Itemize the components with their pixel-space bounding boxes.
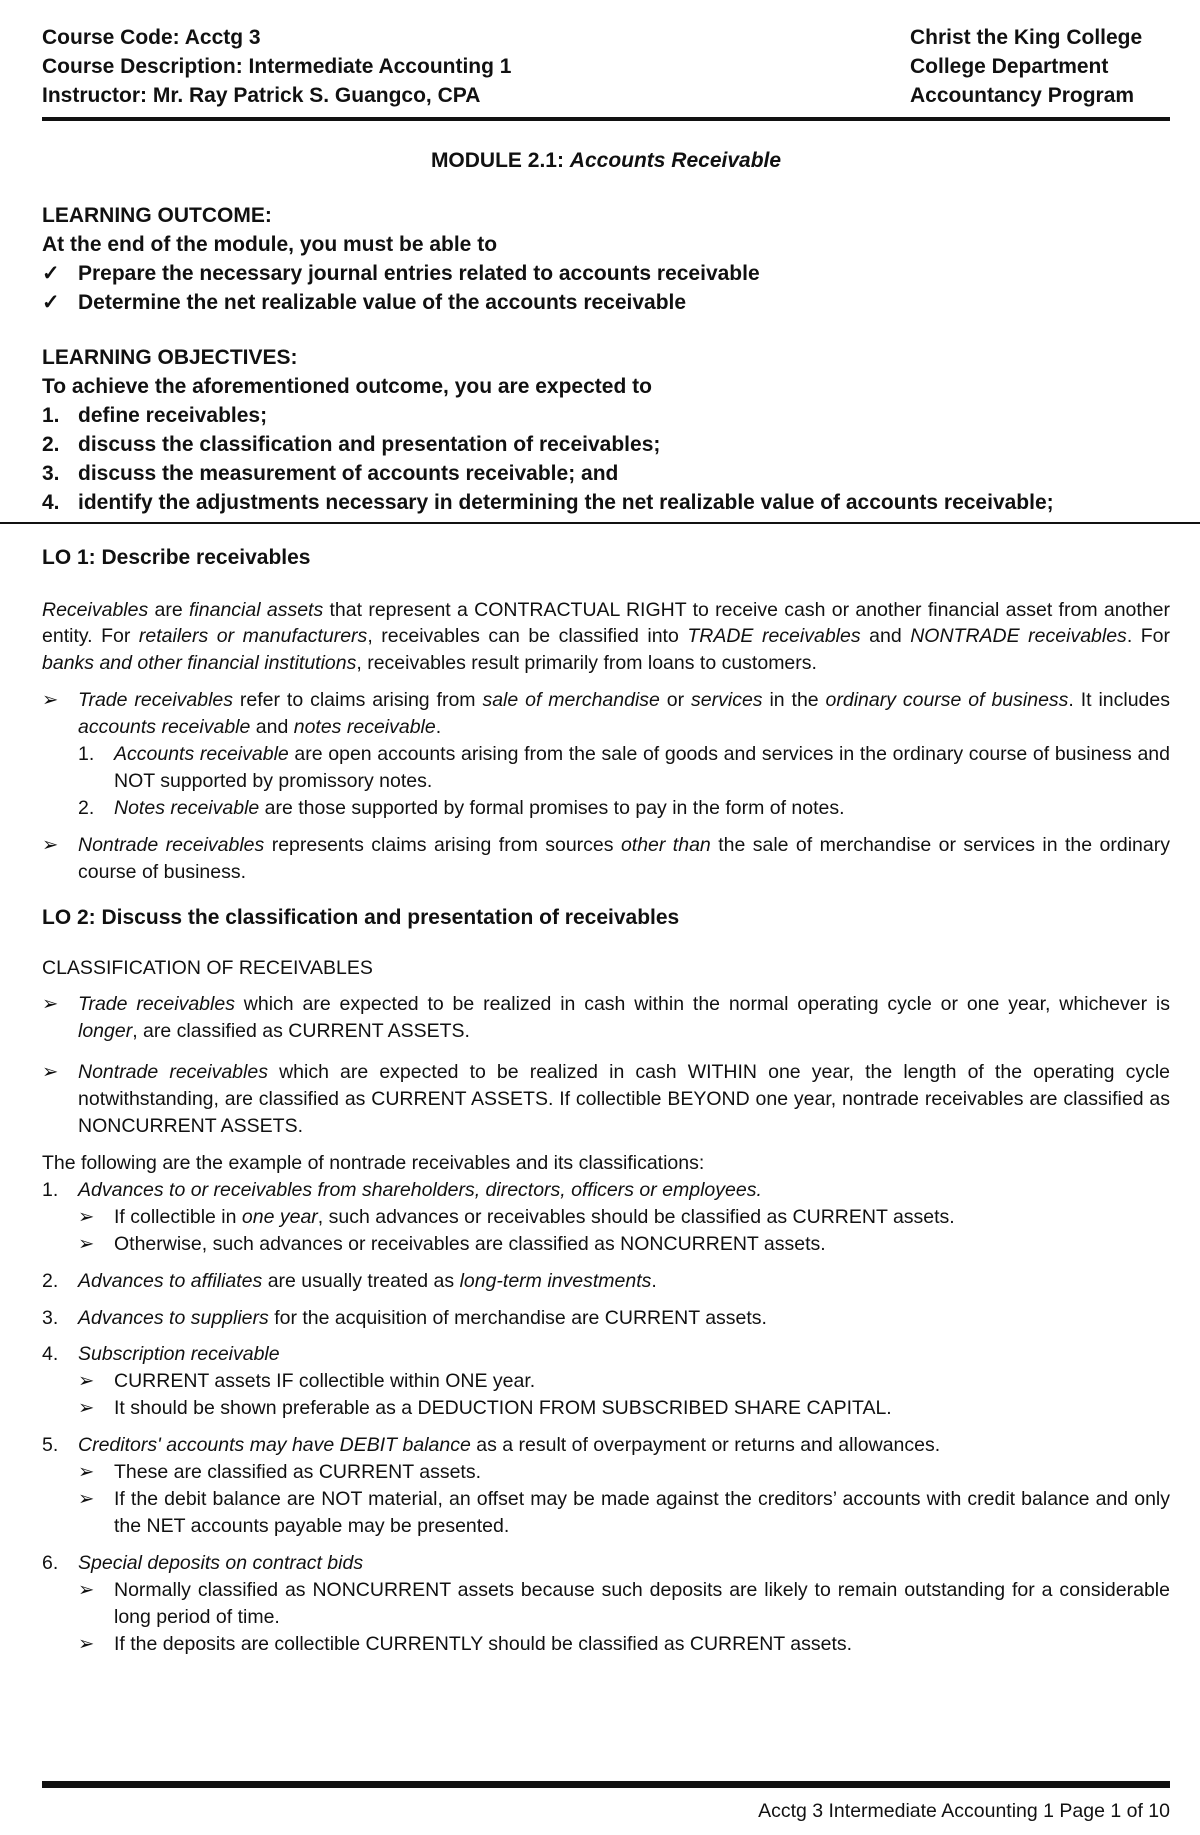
sub-number: 2.	[78, 796, 95, 819]
arrow-bullet-icon: ➢	[78, 1397, 95, 1420]
text-run: , receivables result primarily from loans to customers.	[356, 652, 817, 675]
example-text: Special deposits on contract bids	[78, 1551, 364, 1574]
text-run: , such advances or receivables should be classified as CURRENT assets.	[317, 1205, 955, 1228]
classification-heading: CLASSIFICATION OF RECEIVABLES	[42, 956, 373, 979]
term-trade-receivables: TRADE receivables	[687, 625, 861, 648]
document-page	[42, 24, 1170, 1657]
text-run: are those supported by formal promises to pay in the form of notes.	[259, 796, 845, 819]
learning-outcome-heading: LEARNING OUTCOME:	[42, 203, 272, 227]
text-run: .	[435, 716, 442, 739]
course-description: Course Description: Intermediate Accounting 1	[42, 54, 512, 78]
header-divider	[42, 117, 1170, 121]
bullet-text	[78, 1059, 1170, 1140]
objective-text: identify the adjustments necessary in determining the net realizable value of accounts receivable;	[78, 490, 1054, 514]
text-run: Trade receivables	[78, 689, 234, 712]
instructor: Instructor: Mr. Ray Patrick S. Guangco, CPA	[42, 83, 481, 107]
text-run: Advances to affiliates	[78, 1269, 263, 1292]
arrow-bullet-icon: ➢	[78, 1461, 95, 1484]
text-run: other than	[620, 833, 711, 856]
check-icon: ✓	[42, 261, 60, 285]
arrow-bullet-icon: ➢	[78, 1487, 95, 1510]
text-run: are open accounts arising from the sale of goods and services in the ordinary course of business and NOT supported by promissory notes.	[114, 743, 1170, 792]
sub-number: 1.	[78, 743, 95, 766]
outcome-item	[42, 260, 1170, 289]
term-nontrade-receivables: NONTRADE receivables	[910, 625, 1127, 648]
program-name: Accountancy Program	[910, 83, 1135, 107]
module-title	[42, 147, 1170, 176]
example-item-advances-shareholders	[42, 1177, 1170, 1204]
text-run: refer to claims arising from	[233, 689, 483, 712]
learning-objectives-intro: To achieve the aforementioned outcome, you are expected to	[42, 374, 652, 398]
example-sub-bullet	[78, 1395, 1170, 1422]
header-right	[910, 24, 1170, 111]
objective-item	[42, 460, 1170, 489]
text-run: represents claims arising from sources	[264, 833, 621, 856]
sub-bullet-text: CURRENT assets IF collectible within ONE year.	[114, 1370, 536, 1393]
sub-bullet-text: Normally classified as NONCURRENT assets because such deposits are likely to remain outstanding for a considerable long period of time.	[114, 1578, 1170, 1628]
department-name: College Department	[910, 54, 1109, 78]
bullet-nontrade-receivables	[42, 832, 1170, 886]
text-run: and	[860, 625, 911, 648]
objective-number: 2.	[42, 432, 60, 456]
header-left	[42, 24, 511, 111]
text-run: are usually treated as	[262, 1269, 460, 1292]
module-title-prefix: MODULE 2.1:	[430, 148, 570, 172]
term-retailers: retailers or manufacturers	[138, 625, 368, 648]
bullet-text	[78, 687, 1170, 741]
example-sub-bullet	[78, 1459, 1170, 1486]
bullet-trade-classification	[42, 991, 1170, 1045]
outcome-item	[42, 289, 1170, 318]
course-code: Course Code: Acctg 3	[42, 26, 261, 49]
text-run: the sale of merchandise or services in the ordinary course of business.	[78, 833, 1170, 883]
example-text: Advances to or receivables from shareholders, directors, officers or employees.	[78, 1178, 762, 1201]
sub-text	[114, 741, 1170, 795]
arrow-bullet-icon: ➢	[42, 993, 59, 1016]
bullet-text	[78, 832, 1170, 886]
check-icon: ✓	[42, 290, 60, 314]
text-run: notes receivable	[293, 716, 436, 739]
sub-bullet-text	[114, 1204, 955, 1231]
outcome-text: Determine the net realizable value of the accounts receivable	[78, 290, 687, 314]
arrow-bullet-icon: ➢	[42, 1061, 59, 1084]
example-number: 1.	[42, 1178, 59, 1201]
lo1-heading: LO 1: Describe receivables	[42, 545, 311, 569]
text-run: . It includes	[1068, 689, 1171, 712]
text-run: Nontrade receivables	[78, 833, 265, 856]
examples-intro: The following are the example of nontrade receivables and its classifications:	[42, 1152, 705, 1174]
example-sub-bullet	[78, 1231, 1170, 1258]
text-run: long-term investments	[459, 1269, 652, 1292]
bullet-trade-receivables	[42, 687, 1170, 741]
text-run: If collectible in	[114, 1205, 242, 1228]
text-run: sale of merchandise	[482, 689, 660, 712]
footer-divider	[42, 1781, 1170, 1788]
text-run: Accounts receivable	[114, 743, 289, 766]
learning-outcome-intro: At the end of the module, you must be able to	[42, 232, 498, 256]
example-text	[78, 1305, 767, 1332]
sub-bullet-text: Otherwise, such advances or receivables are classified as NONCURRENT assets.	[114, 1232, 826, 1255]
text-run: which are expected to be realized in cash within the normal operating cycle or one year, whichever is	[234, 993, 1171, 1016]
sub-item-accounts-receivable	[78, 741, 1170, 795]
example-text: Subscription receivable	[78, 1343, 280, 1366]
text-run: longer	[78, 1020, 133, 1043]
sub-item-notes-receivable	[78, 795, 1170, 822]
objective-text: discuss the measurement of accounts receivable; and	[78, 461, 619, 485]
objective-item	[42, 402, 1170, 431]
text-run: Nontrade receivables	[78, 1061, 268, 1084]
example-item-creditors-accounts	[42, 1432, 1170, 1459]
text-run: ordinary course of business	[825, 689, 1069, 712]
arrow-bullet-icon: ➢	[78, 1232, 95, 1255]
text-run: in the	[762, 689, 826, 712]
example-item-advances-affiliates	[42, 1268, 1170, 1295]
text-run: services	[691, 689, 763, 712]
page-header	[42, 24, 1170, 111]
text-run: .	[651, 1269, 657, 1292]
term-financial-assets: financial assets	[189, 598, 324, 621]
text-run: . For	[1126, 625, 1171, 648]
arrow-bullet-icon: ➢	[42, 689, 59, 712]
outcome-text: Prepare the necessary journal entries related to accounts receivable	[78, 261, 760, 285]
sub-text	[114, 795, 845, 822]
text-run: Trade receivables	[78, 993, 235, 1016]
text-run: one year	[241, 1205, 318, 1228]
example-item-special-deposits	[42, 1550, 1170, 1577]
text-run: , are classified as CURRENT ASSETS.	[132, 1020, 470, 1043]
example-number: 6.	[42, 1551, 59, 1574]
arrow-bullet-icon: ➢	[78, 1632, 95, 1655]
objective-number: 3.	[42, 461, 60, 485]
example-sub-bullet	[78, 1204, 1170, 1231]
objective-item	[42, 489, 1170, 518]
example-text	[78, 1432, 940, 1459]
example-number: 2.	[42, 1269, 59, 1292]
receivables-definition	[42, 597, 1170, 678]
text-run: that represent a CONTRACTUAL RIGHT to receive cash or another financial asset from another entity. For	[42, 598, 1170, 648]
text-run: or	[659, 689, 692, 712]
arrow-bullet-icon: ➢	[42, 833, 59, 856]
example-item-advances-suppliers	[42, 1305, 1170, 1332]
text-run: which are expected to be realized in cash WITHIN one year, the length of the operating cycle notwithstanding, are classified as CURRENT ASSETS. If collectible BEYOND one year, nontrade receivables are classified as NONCURRENT ASSETS.	[78, 1061, 1170, 1138]
example-sub-bullet	[78, 1577, 1170, 1631]
text-run: Notes receivable	[114, 796, 260, 819]
arrow-bullet-icon: ➢	[78, 1205, 95, 1228]
text-run: as a result of overpayment or returns and allowances.	[470, 1434, 941, 1457]
lo2-heading: LO 2: Discuss the classification and presentation of receivables	[42, 905, 680, 929]
objective-item	[42, 431, 1170, 460]
sub-bullet-text: If the debit balance are NOT material, an offset may be made against the creditors’ accounts with credit balance and only the NET accounts payable may be presented.	[114, 1487, 1170, 1537]
module-title-topic: Accounts Receivable	[569, 148, 782, 172]
term-banks: banks and other financial institutions	[42, 652, 357, 675]
example-number: 5.	[42, 1434, 59, 1457]
text-run: are	[148, 598, 190, 621]
text-run: , receivables can be classified into	[367, 625, 688, 648]
text-run: and	[250, 716, 294, 739]
example-item-subscription-receivable	[42, 1341, 1170, 1368]
arrow-bullet-icon: ➢	[78, 1370, 95, 1393]
school-name: Christ the King College	[910, 26, 1143, 49]
example-text	[78, 1268, 657, 1295]
text-run: accounts receivable	[78, 716, 251, 739]
text-run: for the acquisition of merchandise are CURRENT assets.	[268, 1306, 767, 1329]
example-sub-bullet	[78, 1368, 1170, 1395]
bullet-nontrade-classification	[42, 1059, 1170, 1140]
bullet-text	[78, 991, 1170, 1045]
objective-text: discuss the classification and presentation of receivables;	[78, 432, 661, 456]
objective-number: 4.	[42, 490, 60, 514]
objective-text: define receivables;	[78, 403, 268, 427]
sub-bullet-text: If the deposits are collectible CURRENTLY should be classified as CURRENT assets.	[114, 1632, 853, 1655]
arrow-bullet-icon: ➢	[78, 1578, 95, 1601]
text-run: Advances to suppliers	[78, 1306, 269, 1329]
example-sub-bullet	[78, 1631, 1170, 1658]
example-number: 4.	[42, 1343, 59, 1366]
learning-objectives-heading: LEARNING OBJECTIVES:	[42, 345, 298, 369]
sub-bullet-text: It should be shown preferable as a DEDUCTION FROM SUBSCRIBED SHARE CAPITAL.	[114, 1397, 892, 1420]
page-footer: Acctg 3 Intermediate Accounting 1 Page 1 of 10	[758, 1800, 1170, 1822]
sub-bullet-text: These are classified as CURRENT assets.	[114, 1461, 482, 1484]
example-sub-bullet	[78, 1486, 1170, 1540]
objective-number: 1.	[42, 403, 60, 427]
term-receivables: Receivables	[42, 598, 149, 621]
example-number: 3.	[42, 1306, 59, 1329]
text-run: Creditors' accounts may have DEBIT balance	[78, 1434, 471, 1457]
